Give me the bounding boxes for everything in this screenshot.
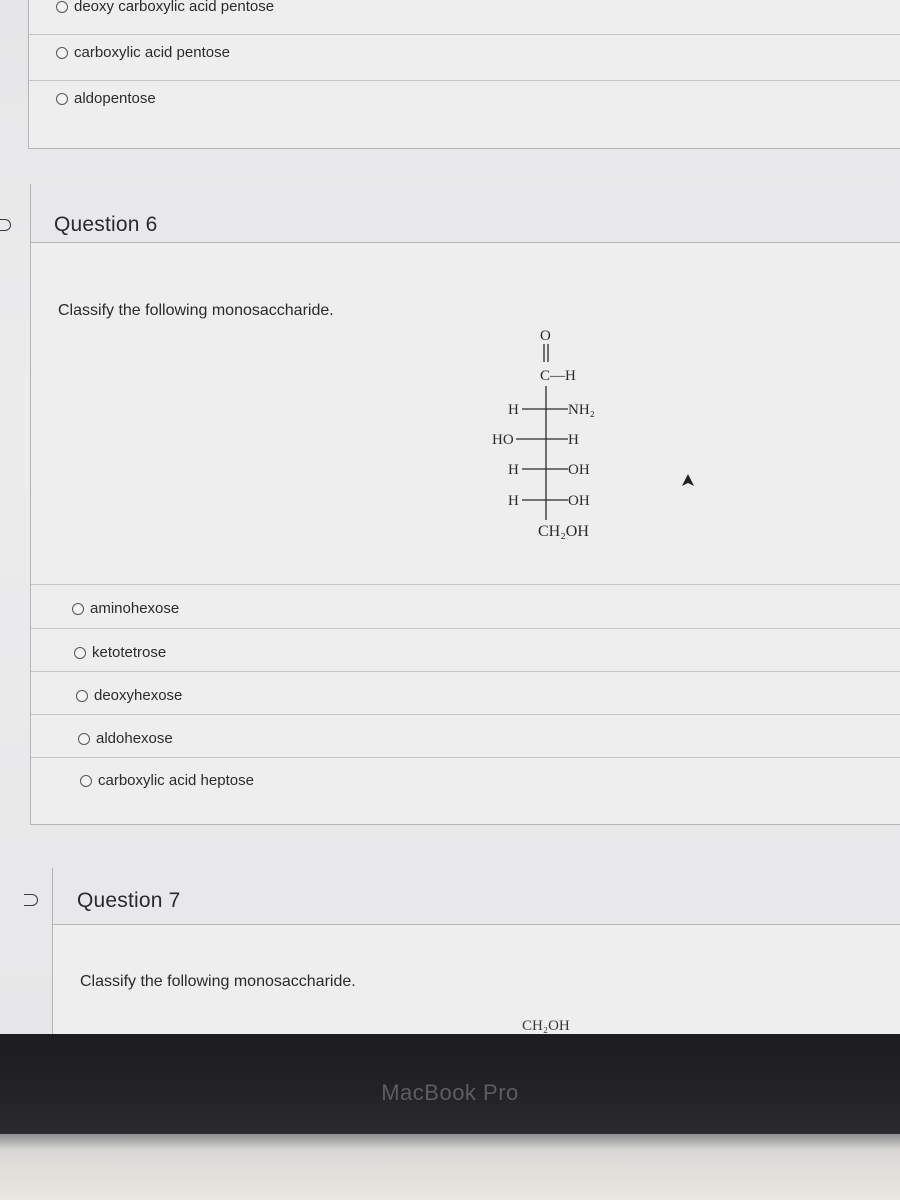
option-label: deoxyhexose xyxy=(94,687,183,704)
carbonyl-oxygen: O xyxy=(540,328,551,344)
radio-button[interactable] xyxy=(72,603,84,615)
aldehyde-group: C—H xyxy=(540,368,576,384)
radio-button[interactable] xyxy=(74,647,86,659)
row4-right: OH xyxy=(568,493,590,509)
radio-button[interactable] xyxy=(56,47,68,59)
option-aldohexose[interactable] xyxy=(78,730,173,747)
flag-question-7-icon[interactable] xyxy=(24,894,38,906)
option-ketotetrose[interactable] xyxy=(74,644,166,661)
option-carboxylic-acid-heptose[interactable] xyxy=(80,772,254,789)
laptop-base xyxy=(0,1134,900,1200)
radio-button[interactable] xyxy=(56,1,68,13)
row1-left: H xyxy=(508,402,519,418)
laptop-brand-label: MacBook Pro xyxy=(381,1080,519,1105)
option-label: carboxylic acid pentose xyxy=(74,44,230,61)
fischer-projection-structure xyxy=(470,320,670,550)
option-divider xyxy=(29,80,900,81)
option-aminohexose[interactable] xyxy=(72,600,179,617)
option-label: aldohexose xyxy=(96,730,173,747)
question-6-header xyxy=(31,184,900,243)
option-label: carboxylic acid heptose xyxy=(98,772,254,789)
option-divider xyxy=(29,34,900,35)
option-label: ketotetrose xyxy=(92,644,167,661)
radio-button[interactable] xyxy=(76,690,88,702)
option-divider xyxy=(31,584,900,585)
prev-option-1[interactable] xyxy=(56,0,274,15)
option-label: aldopentose xyxy=(74,90,156,107)
question-7-title: Question 7 xyxy=(77,889,181,912)
prev-option-2[interactable] xyxy=(56,44,230,61)
row1-right: NH₂ xyxy=(568,402,595,418)
row2-left: HO xyxy=(492,432,514,448)
option-divider xyxy=(31,671,900,672)
row3-left: H xyxy=(508,462,519,478)
radio-button[interactable] xyxy=(78,733,90,745)
cursor-icon xyxy=(682,474,694,488)
option-divider xyxy=(31,757,900,758)
bottom-group: CH₂OH xyxy=(538,523,589,540)
option-divider xyxy=(31,714,900,715)
row3-right: OH xyxy=(568,462,590,478)
question-6-prompt: Classify the following monosaccharide. xyxy=(58,302,334,319)
row2-right: H xyxy=(568,432,579,448)
question-7-prompt: Classify the following monosaccharide. xyxy=(80,973,356,990)
question-6-panel xyxy=(30,184,900,825)
radio-button[interactable] xyxy=(80,775,92,787)
prev-option-3[interactable] xyxy=(56,90,156,107)
row4-left: H xyxy=(508,493,519,509)
option-label: deoxy carboxylic acid pentose xyxy=(74,0,275,15)
radio-button[interactable] xyxy=(56,93,68,105)
question-6-title: Question 6 xyxy=(54,213,158,236)
option-deoxyhexose[interactable] xyxy=(76,687,182,704)
prev-question-panel xyxy=(28,0,900,149)
option-label: aminohexose xyxy=(90,600,180,617)
option-divider xyxy=(31,628,900,629)
question-7-structure-partial: CH₂OH xyxy=(522,1018,570,1034)
flag-question-6-icon[interactable] xyxy=(0,219,11,231)
